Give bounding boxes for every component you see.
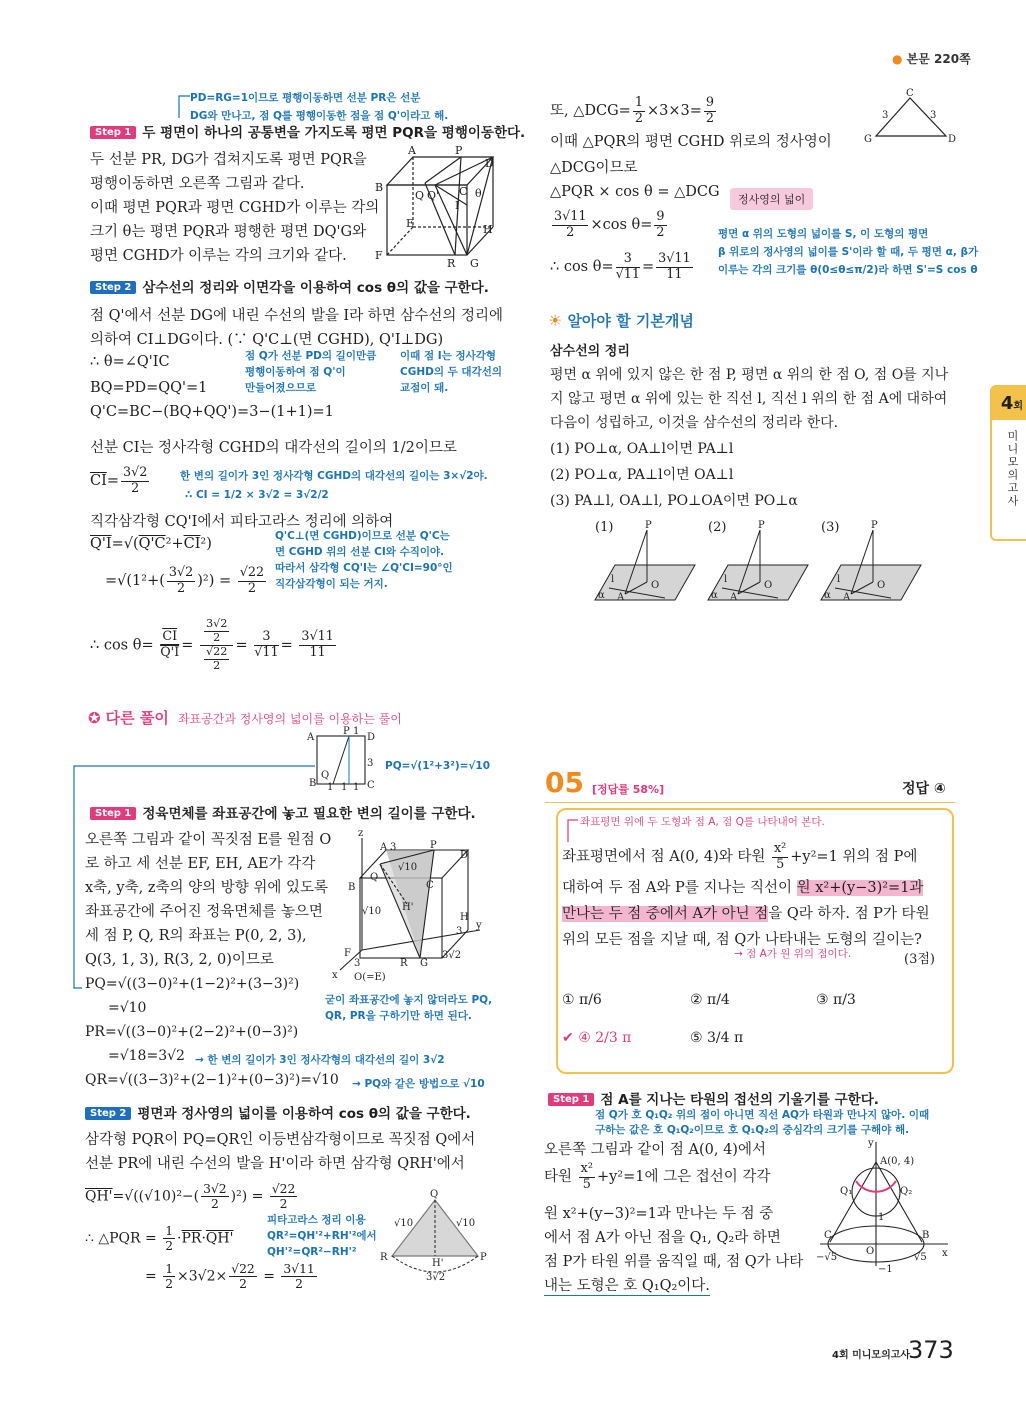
rs1-note (595, 1108, 929, 1138)
svg-text:P: P (871, 520, 878, 531)
footer-label: 4회 미니모의고사 (832, 1350, 911, 1361)
note-h3: QH'²=QR²−RH'² (267, 1246, 357, 1258)
q-l2b: 원 x²+(y−3)²=1과 (796, 880, 924, 896)
rs-line2: 타원 $\frac{\text{x²}}{5}$ +y²=1에 그은 접선이 각각 (544, 1161, 771, 1192)
graph-b-label: B (922, 1230, 930, 1241)
side-tab[interactable] (990, 385, 1026, 541)
dcg-area: 또, △DCG= $\frac{1}{2}$ ×3×3= $\frac{9}{2}$ (550, 95, 714, 126)
note-intersection (400, 348, 502, 396)
r-note1: 평면 α 위의 도형의 넓이를 S, 이 도형의 평면 (718, 228, 929, 240)
cube-figure-translated (375, 145, 500, 270)
graph-one-label: 1 (878, 1212, 885, 1223)
graph-neg-sqrt5: −√5 (816, 1252, 838, 1263)
graph-sqrt5: √5 (914, 1252, 927, 1263)
q-l3a: 만나는 두 점 중에서 A가 아닌 점 (562, 906, 769, 922)
svg-text:P: P (455, 144, 463, 157)
svg-text:D: D (948, 134, 957, 145)
note-h2: QR²=QH'²+RH'²에서 (267, 1230, 377, 1242)
s2-line1: 점 Q'에서 선분 DG에 내린 수선의 발을 I라 하면 삼수선의 정리에 (90, 308, 504, 324)
rs-line3: 원 x²+(y−3)²=1과 만나는 두 점 중 (544, 1206, 774, 1222)
alt-heading (88, 707, 402, 728)
svg-text:3: 3 (882, 110, 889, 121)
fig2-label: (2) (708, 520, 727, 535)
graph-q2-label: Q₂ (900, 1186, 913, 1197)
svg-text:R: R (380, 1252, 388, 1263)
a2-line1: 삼각형 PQR이 PQ=QR인 이등변삼각형이므로 꼭짓점 Q에서 (85, 1132, 476, 1148)
dcg-triangle-figure (862, 90, 962, 150)
svg-text:A: A (843, 592, 851, 603)
svg-text:1: 1 (341, 782, 348, 793)
rs-line5: 점 P가 타원 위를 움직일 때, 점 Q가 나타 (544, 1254, 804, 1270)
svg-text:A: A (380, 842, 388, 853)
svg-text:3: 3 (390, 842, 397, 853)
ref-label: 본문 220쪽 (906, 52, 971, 66)
svg-text:A: A (408, 144, 416, 157)
rs-line4: 에서 점 A가 아닌 점을 Q₁, Q₂라 하면 (544, 1230, 781, 1246)
tab-label: 미니모의고사 (1006, 430, 1019, 508)
choice-5[interactable]: ⑤ 3/4 π (690, 1030, 744, 1046)
svg-text:Q: Q (415, 189, 425, 202)
r-eq5: $\frac{3√11}{2}$ ×cos θ= $\frac{9}{2}$ (554, 209, 665, 240)
svg-text:A: A (617, 592, 625, 603)
q-rate: [정답률 58%] (592, 783, 665, 796)
right-column (540, 0, 990, 1412)
top-note-bracket (175, 92, 195, 122)
note-g: PQ와 같은 방법으로 √10 (364, 1078, 485, 1090)
step2-heading (90, 276, 489, 296)
choice-3[interactable]: ③ π/3 (816, 992, 856, 1008)
svg-text:H': H' (402, 902, 414, 913)
note-d2: 면 CGHD 위의 선분 CI와 수직이야. (275, 546, 445, 558)
svg-text:C: C (906, 88, 914, 99)
note-a3: 만들어졌으므로 (245, 382, 317, 394)
q-line3 (562, 902, 930, 923)
ellipse-circle-graph (810, 1138, 950, 1278)
s1-line3: 이때 평면 PQR과 평면 CGHD가 이루는 각의 (90, 200, 380, 216)
note-a2: 평행이동하여 점 Q'이 (245, 366, 346, 378)
svg-text:√10: √10 (398, 862, 418, 873)
a1-line4: 좌표공간에 주어진 정육면체를 놓으면 (85, 904, 323, 920)
alt-step1-title: 정육면체를 좌표공간에 놓고 필요한 변의 길이를 구한다. (142, 806, 476, 822)
step2-title: 삼수선의 정리와 이면각을 이용하여 cos θ의 값을 구한다. (142, 280, 489, 296)
three-perpendiculars-fig3 (821, 520, 921, 605)
s2-line4: BQ=PD=QQ'=1 (90, 380, 208, 396)
s2-line7: 직각삼각형 CQ'I에서 피타고라스 정리에 의하여 (90, 514, 394, 530)
svg-text:A: A (307, 732, 315, 743)
svg-text:z: z (358, 828, 364, 839)
q-hint: 좌표평면 위에 두 도형과 점 A, 점 Q를 나타내어 본다. (580, 816, 825, 828)
graph-q1-label: Q₁ (840, 1186, 853, 1197)
svg-text:G: G (420, 958, 428, 969)
svg-text:F: F (344, 948, 351, 959)
r-line2: 이때 △PQR의 평면 CGHD 위로의 정사영이 (550, 134, 832, 150)
svg-text:1: 1 (327, 782, 334, 793)
c-line2: 지 않고 평면 α 위에 있는 한 직선 l, 직선 l 위의 한 점 A에 대하여 (550, 391, 948, 407)
svg-text:O(=E): O(=E) (354, 972, 386, 983)
svg-text:G: G (470, 257, 479, 270)
svg-text:I: I (455, 199, 460, 212)
svg-text:√10: √10 (456, 1218, 476, 1229)
q-hint-arrow (564, 814, 582, 844)
concept-subtitle: 삼수선의 정리 (550, 344, 630, 359)
note-pythagoras (267, 1212, 377, 1260)
svg-text:R: R (447, 257, 456, 270)
lightbulb-icon: ☀ (548, 311, 563, 330)
svg-text:D: D (485, 157, 494, 170)
svg-text:A: A (730, 592, 738, 603)
a1-qr: QR=√((3−3)²+(2−1)²+(0−3)²)=√10 (85, 1072, 339, 1088)
svg-text:P: P (480, 1252, 487, 1263)
q-line4: 위의 모든 점을 지날 때, 점 Q가 나타내는 도형의 길이는? (562, 932, 922, 948)
s1-line4: 크기 θ는 평면 PQR과 평행한 평면 DQ'G와 (90, 224, 367, 240)
c-item2: (2) PO⊥α, PA⊥l이면 OA⊥l (550, 467, 734, 483)
svg-text:C: C (459, 185, 468, 198)
top-note-line2: DG와 만나고, 점 Q를 평행이동한 점을 점 Q'이라고 해. (190, 110, 449, 122)
note-d1: Q'C⊥(면 CGHD)이므로 선분 Q'C는 (275, 530, 450, 542)
page-number: 373 (908, 1336, 954, 1364)
area-eq: ∴ △PQR = $\frac{1}{2}$ $\cdot\overline{PR}\cdot QH'$ (85, 1224, 234, 1254)
note-diagonal: 한 변의 길이가 3인 정사각형 CGHD의 대각선의 길이는 3×√2야. (180, 470, 488, 482)
ref-circle-icon: ● (892, 52, 903, 66)
svg-text:R: R (400, 958, 408, 969)
svg-text:y: y (476, 920, 482, 931)
svg-text:1: 1 (353, 782, 360, 793)
c-item3: (3) PA⊥l, OA⊥l, PO⊥OA이면 PO⊥α (550, 493, 798, 509)
graph-c-label: C (824, 1230, 832, 1241)
svg-text:α: α (711, 590, 718, 601)
svg-text:l: l (724, 574, 728, 585)
svg-text:H: H (460, 912, 469, 923)
svg-text:C: C (367, 780, 375, 791)
step1-badge: Step 1 (90, 126, 136, 139)
note-translation (245, 348, 376, 396)
svg-text:P: P (343, 726, 350, 737)
a2-line2: 선분 PR에 내린 수선의 발을 H'이라 하면 삼각형 QRH'에서 (85, 1156, 465, 1172)
q-points: (3점) (904, 952, 935, 967)
s1-line1: 두 선분 PR, DG가 겹쳐지도록 평면 PQR을 (90, 152, 367, 168)
q-l2a: 대하여 두 점 A와 P를 지나는 직선이 (562, 880, 797, 896)
isosceles-triangle-figure (380, 1188, 495, 1283)
svg-text:l: l (611, 574, 615, 585)
svg-text:3√2: 3√2 (426, 1272, 446, 1283)
alt-icon: ✪ (88, 709, 101, 727)
q-line1: 좌표평면에서 점 A(0, 4)와 타원 $\frac{\text{x²}}{5}$ +y²=1 위의 점 P에 (562, 841, 918, 872)
tab-number: 4 (1000, 393, 1014, 414)
alt-subtitle: 좌표공간과 정사영의 넓이를 이용하는 풀이 (177, 712, 402, 726)
r-note2: β 위로의 정사영의 넓이를 S'이라 할 때, 두 평면 α, β가 (718, 246, 979, 258)
choice-4-wrap[interactable] (562, 1030, 631, 1046)
svg-text:H': H' (432, 1258, 444, 1269)
note-diag-3r2: → 한 변의 길이가 3인 정사각형의 대각선의 길이 3√2 (195, 1054, 445, 1066)
c-line1: 평면 α 위에 있지 않은 한 점 P, 평면 α 위의 한 점 O, 점 O를 지나 (550, 367, 949, 383)
graph-a-label: A(0, 4) (880, 1156, 915, 1167)
svg-text:C: C (426, 880, 434, 891)
top-note (190, 90, 448, 123)
s1-line2: 평행이동하면 오른쪽 그림과 같다. (90, 176, 305, 192)
note-same-method: → PQ와 같은 방법으로 √10 (352, 1078, 485, 1090)
note-b2: CGHD의 두 대각선의 (400, 366, 502, 378)
cos-theta-eq: ∴ cos θ= $\frac{\overline{CI}}{Q'I}$ = $\frac{\frac{3√2}{2}}{\frac{√22}{2}}$ = $\frac{3}{√11}$ = $\frac{3√11}{11}$ (90, 617, 334, 672)
svg-text:√10: √10 (362, 906, 382, 917)
svg-text:Q: Q (430, 1189, 439, 1200)
step2-badge: Step 2 (90, 281, 136, 294)
note-e2: QR, PR을 구하기만 하면 된다. (325, 1010, 472, 1022)
a1-pq2: =√10 (108, 1000, 147, 1016)
a1-pr: PR=√((3−0)²+(2−2)²+(0−3)²) (85, 1024, 299, 1040)
a1-line6: Q(3, 1, 3), R(3, 2, 0)이므로 (85, 952, 274, 968)
choice-2[interactable]: ② π/4 (690, 992, 730, 1008)
projection-note (718, 225, 978, 279)
svg-text:G: G (864, 134, 872, 145)
svg-text:D: D (367, 732, 376, 743)
svg-text:α: α (824, 590, 831, 601)
svg-text:l: l (837, 574, 841, 585)
a1-line2: 로 하고 세 선분 EF, EH, AE가 각각 (85, 856, 316, 872)
svg-text:θ: θ (475, 187, 482, 200)
step1-title: 두 평면이 하나의 공통변을 가지도록 평면 PQR을 평행이동한다. (142, 125, 526, 141)
qh-eq: QH'=√((√10)²−( $\frac{3√2}{2}$ )²) = $\frac{√22}{2}$ (85, 1182, 296, 1212)
alt-step2-badge: Step 2 (85, 1107, 131, 1120)
note-d4: 직각삼각형이 되는 거지. (275, 578, 388, 590)
alt-step2-heading (85, 1102, 471, 1122)
note-f: 한 변의 길이가 3인 정사각형의 대각선의 길이 3√2 (207, 1054, 445, 1066)
svg-text:3√2: 3√2 (442, 950, 462, 961)
svg-text:3: 3 (930, 110, 937, 121)
three-perpendiculars-fig2 (708, 520, 808, 605)
r-eq6: ∴ cos θ= $\frac{3}{√11}$ = $\frac{3√11}{11}$ (550, 251, 691, 282)
svg-text:Q: Q (370, 872, 379, 883)
top-note-line1: PD=RG=1이므로 평행이동하면 선분 PR은 선분 (190, 92, 421, 104)
rs-line6: 내는 도형은 호 Q₁Q₂이다. (544, 1274, 710, 1296)
svg-text:F: F (375, 249, 383, 262)
a1-pr2: =√18=3√2 (108, 1048, 185, 1064)
ci-eq: $\overline{CI}=$ $\frac{3√2}{2}$ (90, 465, 148, 496)
graph-x-label: x (942, 1248, 948, 1259)
svg-text:3: 3 (354, 958, 361, 969)
svg-text:3: 3 (456, 926, 463, 937)
graph-neg-one: −1 (878, 1264, 893, 1275)
svg-text:H: H (483, 223, 493, 236)
rs1-note2: 구하는 값은 호 Q₁Q₂이므로 호 Q₁Q₂의 중심각의 크기를 구해야 해. (595, 1124, 910, 1136)
s1-line5: 평면 CGHD가 이루는 각의 크기와 같다. (90, 248, 347, 264)
svg-text:B: B (375, 181, 384, 194)
alt-step1-badge: Step 1 (90, 807, 136, 820)
r-line3: △DCG이므로 (550, 160, 638, 176)
svg-text:B: B (309, 778, 317, 789)
a1-pq: PQ=√((3−0)²+(1−2)²+(3−3)²) (85, 976, 300, 992)
note-a1: 점 Q가 선분 PD의 길이만큼 (245, 350, 377, 362)
fig1-label: (1) (595, 520, 614, 535)
svg-text:P: P (430, 840, 437, 851)
note-no-coords (325, 992, 492, 1024)
a1-line3: x축, y축, z축의 양의 방향 위에 있도록 (85, 880, 328, 896)
note-e1: 굳이 좌표공간에 놓지 않더라도 PQ, (325, 994, 493, 1006)
svg-text:P: P (645, 520, 652, 531)
alt-step1-body (85, 828, 345, 978)
q-line2 (562, 876, 923, 897)
r-note3: 이루는 각의 크기를 θ(0≤θ≤π/2)라 하면 S'=S cos θ (718, 264, 978, 276)
qi-eq: $Q'I=√(Q'C^2+\overline{CI}^2)$ (90, 536, 212, 552)
svg-text:α: α (598, 590, 605, 601)
q-answer: 정답 ④ (902, 781, 946, 797)
svg-text:x: x (332, 970, 338, 981)
note-right-triangle (275, 528, 453, 592)
q-number: 05 (545, 766, 584, 799)
alt-note-pq: PQ=√(1²+3²)=√10 (385, 760, 491, 772)
c-item1: (1) PO⊥α, OA⊥l이면 PA⊥l (550, 441, 734, 457)
qi-eq2: =√(1²+( $\frac{3√2}{2}$ )²) = $\frac{√22}{2}$ (105, 565, 265, 596)
svg-text:Q: Q (321, 770, 330, 781)
svg-text:D: D (460, 850, 469, 861)
svg-text:O: O (651, 580, 660, 591)
s2-line6: 선분 CI는 정사각형 CGHD의 대각선의 길이의 1/2이므로 (90, 440, 457, 456)
concept-title: 알아야 할 기본개념 (567, 312, 694, 330)
fig3-label: (3) (821, 520, 840, 535)
graph-o-label: O (866, 1246, 875, 1257)
rs1-badge: Step 1 (548, 1093, 594, 1106)
svg-text:O: O (877, 580, 886, 591)
rs1-heading (548, 1088, 879, 1108)
three-perpendiculars-fig1 (595, 520, 695, 605)
s2-line2: 의하여 CI⊥DG이다. (∵ Q'C⊥(면 CGHD), Q'I⊥DG) (90, 332, 444, 348)
note-b3: 교점이 돼. (400, 382, 449, 394)
note-d3: 따라서 삼각형 CQ'I는 ∠Q'CI=90°인 (275, 562, 453, 574)
q-l3b: 을 Q라 하자. 점 P가 타원 (768, 906, 930, 922)
alt-step1-heading (90, 802, 476, 822)
svg-text:E: E (406, 217, 415, 230)
note-b1: 이때 점 I는 정사각형 (400, 350, 497, 362)
svg-text:3: 3 (367, 758, 374, 769)
tab-suffix: 회 (1013, 401, 1024, 412)
step1-heading (90, 121, 525, 141)
note-ci-value: ∴ CI = 1/2 × 3√2 = 3√2/2 (185, 489, 329, 501)
note-h1: 피타고라스 정리 이용 (267, 1214, 366, 1226)
svg-text:Q': Q' (427, 189, 440, 202)
svg-text:1: 1 (353, 726, 360, 737)
projection-area-tag: 정사영의 넓이 (730, 188, 813, 210)
c-line3: 다음이 성립하고, 이것을 삼수선의 정리라 한다. (550, 415, 839, 431)
rs1-title: 점 A를 지나는 타원의 접선의 기울기를 구한다. (600, 1092, 879, 1108)
concept-heading (548, 310, 694, 331)
svg-text:B: B (348, 882, 356, 893)
rs-line1: 오른쪽 그림과 같이 점 A(0, 4)에서 (544, 1142, 766, 1158)
s2-line3: ∴ θ=∠Q'IC (90, 354, 170, 370)
r-line4: △PQR × cos θ = △DCG (550, 184, 720, 200)
svg-text:O: O (764, 580, 773, 591)
svg-text:P: P (758, 520, 765, 531)
q-note: 점 A가 원 위의 점이다. (746, 948, 852, 960)
rs1-note1: 점 Q가 호 Q₁Q₂ 위의 점이 아니면 직선 AQ가 타원과 만나지 않아. 이때 (595, 1109, 930, 1121)
area-eq2: = $\frac{1}{2}$ ×3√2× $\frac{√22}{2}$ = $\frac{3√11}{2}$ (145, 1262, 315, 1292)
graph-y-label: y (868, 1138, 874, 1149)
q-note-wrap: → 점 A가 원 위의 점이다. (734, 948, 852, 960)
alt-step2-title: 평면과 정사영의 넓이를 이용하여 cos θ의 값을 구한다. (137, 1106, 471, 1122)
check-icon: ✔ (562, 1030, 574, 1046)
a1-line5: 세 점 P, Q, R의 좌표는 P(0, 2, 3), (85, 928, 307, 944)
svg-text:√10: √10 (394, 1218, 414, 1229)
coord-cube-figure (330, 828, 490, 983)
choice-1[interactable]: ① π/6 (562, 992, 602, 1008)
a1-line1: 오른쪽 그림과 같이 꼭짓점 E를 원점 O (85, 832, 332, 848)
s2-line5: Q'C=BC−(BQ+QQ')=3−(1+1)=1 (90, 404, 334, 420)
alt-title: 다른 풀이 (105, 709, 169, 727)
choice-4[interactable]: ④ 2/3 π (578, 1030, 632, 1046)
